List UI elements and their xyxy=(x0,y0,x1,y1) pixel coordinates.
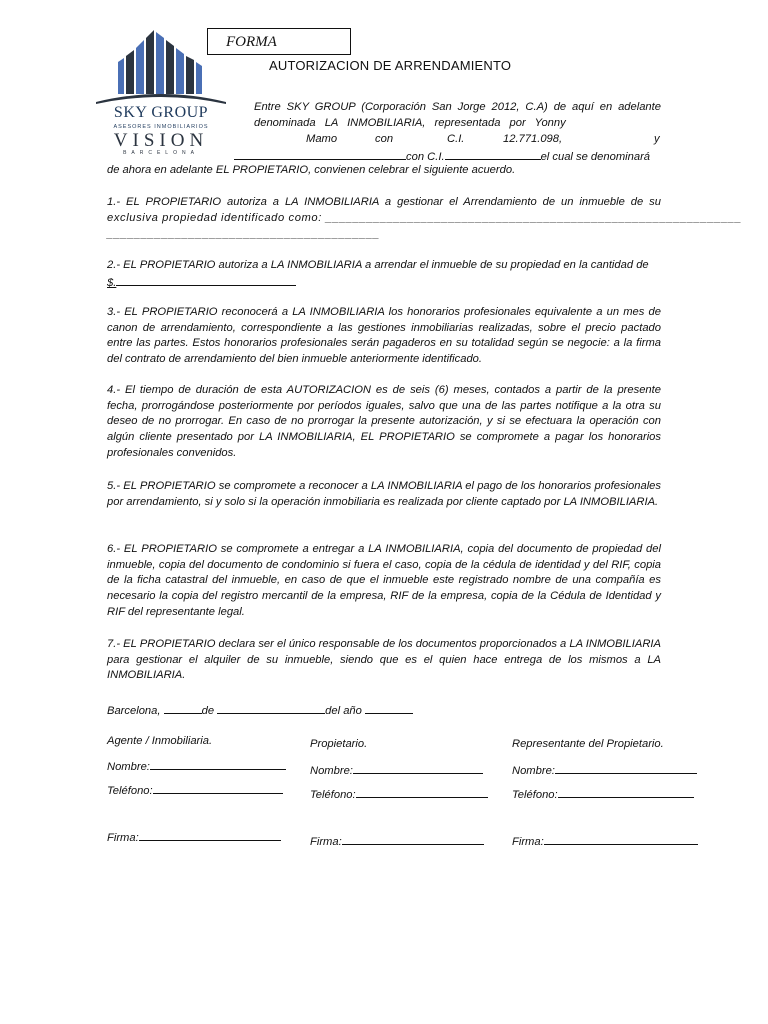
rep-nombre xyxy=(512,762,697,777)
intro-ci: C.I. xyxy=(447,133,465,145)
intro-line-5: de ahora en adelante EL PROPIETARIO, convienen celebrar el siguiente acuerdo. xyxy=(107,164,516,176)
agent-nombre-label: Nombre: xyxy=(107,761,150,773)
date-day-line[interactable] xyxy=(164,701,202,714)
owner-title: Propietario. xyxy=(310,738,368,750)
date-del-ano: del año xyxy=(325,705,362,717)
clause-4: 4.- El tiempo de duración de esta AUTORIZACION es de seis (6) meses, contados a partir de la presente fecha, prorrogándose posteriormente por períodos iguales, salvo que una de las partes notifique a la otra su deseo de no prorrogar. En caso de no prorrogar la presente autorización, y si se efectuara la operación con algún cliente presentado por LA INMOBILIARIA, EL PROPIETARIO se compromete a pagar los honorarios profesionales convenidos. xyxy=(107,384,661,459)
rep-telefono xyxy=(512,786,694,801)
rep-firma-line[interactable] xyxy=(544,833,698,845)
clause-7: 7.- EL PROPIETARIO declara ser el único responsable de los documentos proporcionados a LA INMOBILIARIA para gestionar el alquiler de su inmueble, siendo que es el quien hace entrega de los mismos a LA INMOBILIARIA. xyxy=(107,638,661,682)
amount-line[interactable] xyxy=(116,273,296,286)
agent-nombre-line[interactable] xyxy=(150,758,286,770)
clause-3: 3.- EL PROPIETARIO reconocerá a LA INMOBILIARIA los honorarios profesionales equivalente a un mes de canon de arrendamiento, correspondiente a las gestiones inmobiliarias realizadas, sobre el precio pactado entre las partes. Estos honorarios profesionales serán pagaderos en su totalidad según se negocie: a la firma del contrato de arrendamiento del bien inmueble anteriormente identificado. xyxy=(107,306,661,366)
forma-label: FORMA xyxy=(226,34,277,50)
owner-firma-line[interactable] xyxy=(342,833,484,845)
clause-1-line-1: 1.- EL PROPIETARIO autoriza a LA INMOBILIARIA a gestionar el Arrendamiento de un inmueble de su xyxy=(107,196,661,208)
clause-6: 6.- EL PROPIETARIO se compromete a entregar a LA INMOBILIARIA, copia del documento de propiedad del inmueble, copia del documento de condominio si fuera el caso, copia de la cédula de identidad y del RIF, copia de la ficha catastral del inmueble, en caso de que el inmueble este registrado nombre de una compañía es necesario la copia del registro mercantil de la empresa, RIF de la empresa, copia de la Cédula de Identidad y RIF del representante legal. xyxy=(107,543,661,618)
owner-firma xyxy=(310,833,484,848)
date-line xyxy=(107,701,507,720)
date-city: Barcelona, xyxy=(107,705,161,717)
intro-line-2-text: denominada LA INMOBILIARIA, representada por Yonny xyxy=(254,117,566,129)
intro-line-1: Entre SKY GROUP (Corporación San Jorge 2012, C.A) de aquí en adelante xyxy=(254,101,661,113)
intro-con: con xyxy=(375,133,394,145)
logo-city: BARCELONA xyxy=(123,150,199,156)
rep-nombre-line[interactable] xyxy=(555,762,697,774)
agent-title: Agente / Inmobiliaria. xyxy=(107,735,213,747)
date-month-line[interactable] xyxy=(217,701,325,714)
intro-con-ci: con C.I. xyxy=(406,151,445,163)
intro-mamo: Mamo xyxy=(306,133,338,145)
document-title: AUTORIZACION DE ARRENDAMIENTO xyxy=(269,58,512,73)
owner-firma-label: Firma: xyxy=(310,836,342,848)
owner-nombre xyxy=(310,762,483,777)
logo-vision: VISION xyxy=(113,130,209,151)
agent-telefono-line[interactable] xyxy=(153,782,283,794)
agent-firma-line[interactable] xyxy=(139,829,281,841)
logo-brand: SKY GROUP xyxy=(113,104,209,121)
clause-5: 5.- EL PROPIETARIO se compromete a reconocer a LA INMOBILIARIA el pago de los honorarios profesionales por arrendamiento, si y solo si la operación inmobiliaria es realizada por cliente captado por LA INMOBILIARIA. xyxy=(107,480,661,508)
intro-ci-number: 12.771.098, xyxy=(503,133,563,145)
rep-telefono-line[interactable] xyxy=(558,786,694,798)
forma-box xyxy=(207,28,351,55)
rep-telefono-label: Teléfono: xyxy=(512,789,558,801)
owner-telefono-label: Teléfono: xyxy=(310,789,356,801)
agent-telefono-label: Teléfono: xyxy=(107,785,153,797)
rep-firma xyxy=(512,833,698,848)
clause-2-line-1: 2.- EL PROPIETARIO autoriza a LA INMOBILIARIA a arrendar el inmueble de su propiedad en la cantidad de xyxy=(107,259,649,271)
owner-ci-line[interactable] xyxy=(445,147,541,160)
clause-2-currency: $. xyxy=(107,277,117,289)
rep-firma-label: Firma: xyxy=(512,836,544,848)
agent-nombre xyxy=(107,758,286,773)
owner-nombre-label: Nombre: xyxy=(310,765,353,777)
rep-title: Representante del Propietario. xyxy=(512,738,664,750)
owner-nombre-line[interactable] xyxy=(353,762,483,774)
logo-tagline: ASESORES INMOBILIARIOS xyxy=(113,124,209,130)
clause-2-line-2 xyxy=(107,273,296,292)
owner-telefono-line[interactable] xyxy=(356,786,488,798)
date-year-line[interactable] xyxy=(365,701,413,714)
intro-denominara: el cual se denominará xyxy=(540,151,651,163)
owner-name-line[interactable] xyxy=(234,147,406,160)
clause-1-line-2: exclusiva propiedad identificado como: _____________________________________________________________ xyxy=(107,212,742,224)
intro-y: y xyxy=(654,133,660,145)
agent-firma-label: Firma: xyxy=(107,832,139,844)
date-de: de xyxy=(201,705,215,717)
rep-nombre-label: Nombre: xyxy=(512,765,555,777)
owner-telefono xyxy=(310,786,488,801)
clause-1-line-3: ________________________________________ xyxy=(107,228,380,240)
agent-firma xyxy=(107,829,281,844)
agent-telefono xyxy=(107,782,283,797)
intro-line-2 xyxy=(254,116,661,132)
